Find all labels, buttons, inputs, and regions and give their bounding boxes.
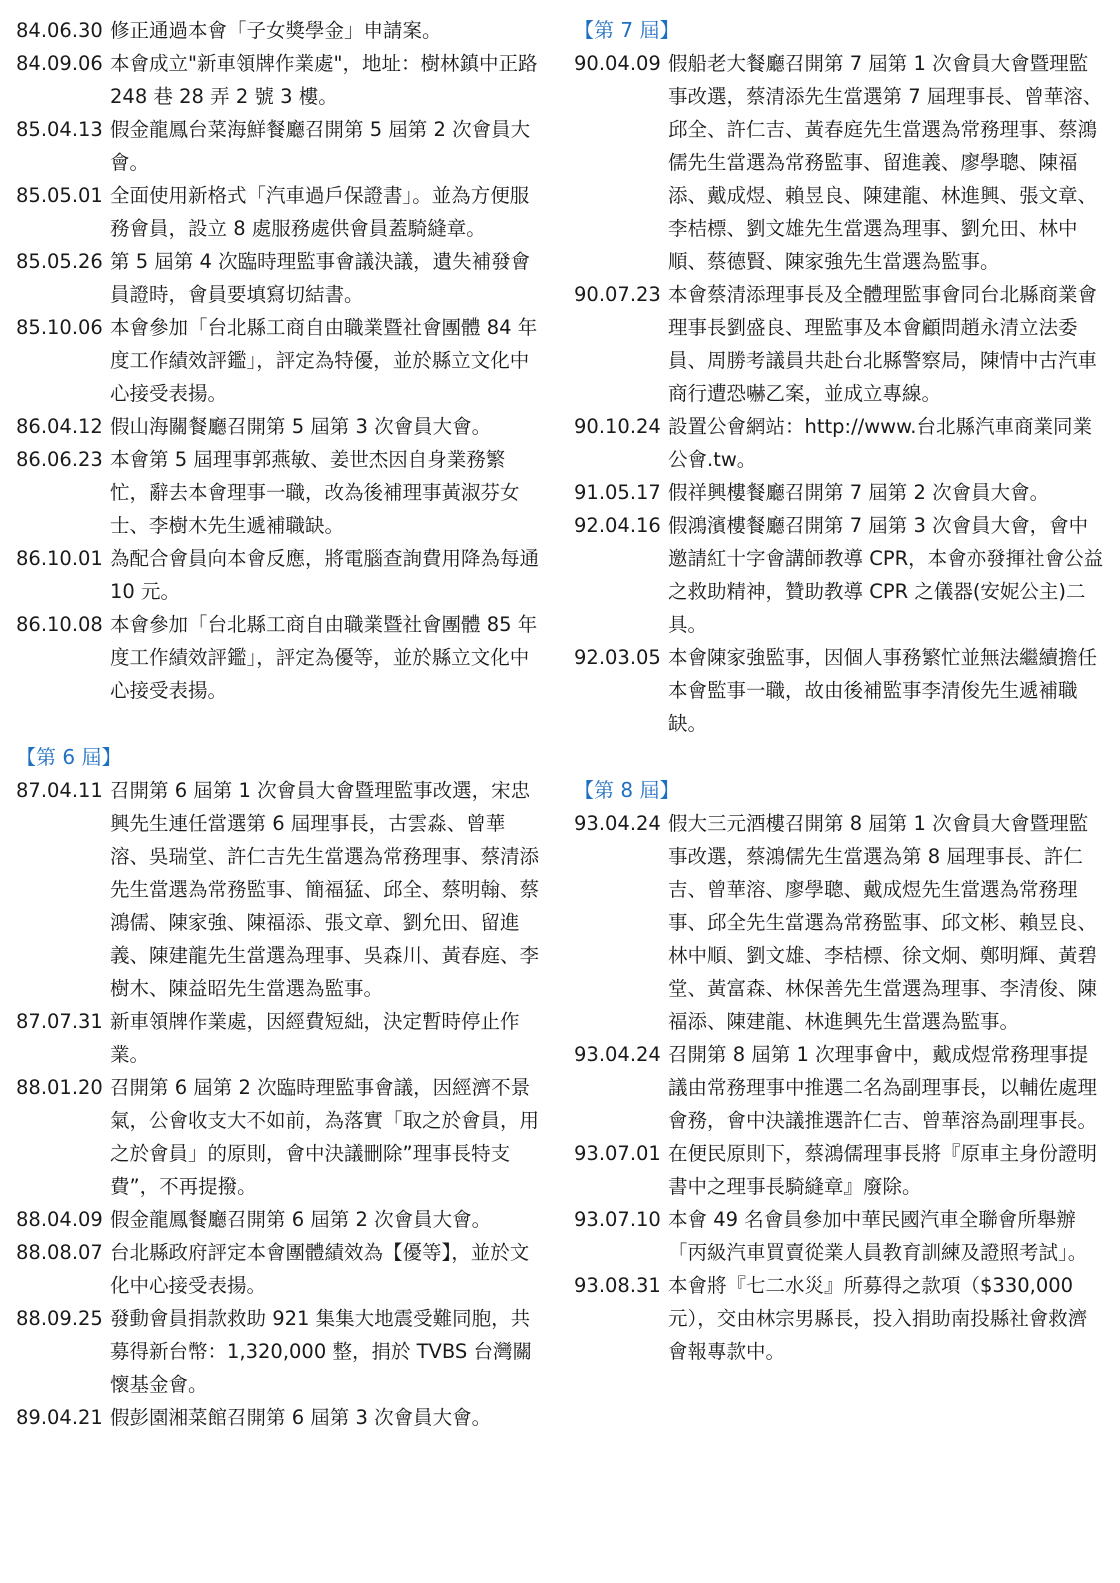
term-6-heading: 【第 6 屆】: [16, 745, 122, 769]
entry-date: 91.05.17: [574, 481, 661, 504]
entry-date: 93.07.01: [574, 1142, 661, 1165]
entry-text: 第 5 屆第 4 次臨時理監事會議決議，遺失補發會員證時，會員要填寫切結書。: [110, 250, 531, 306]
entry-date: 88.09.25: [16, 1307, 103, 1330]
entry-date: 93.04.24: [574, 812, 661, 835]
entry-date: 85.05.01: [16, 184, 103, 207]
entry-text: 本會 49 名會員參加中華民國汽車全聯會所舉辦「丙級汽車買賣從業人員教育訓練及證照考試」。: [668, 1208, 1088, 1264]
left-entries-b: [16, 774, 544, 1434]
section-spacer: [574, 740, 1104, 774]
entry-date: 90.07.23: [574, 283, 661, 306]
entry-text: 發動會員捐款救助 921 集集大地震受難同胞，共募得新台幣：1,320,000 整，捐於 TVBS 台灣關懷基金會。: [110, 1307, 533, 1396]
entry-text: 假金龍鳳餐廳召開第 6 屆第 2 次會員大會。: [110, 1208, 492, 1231]
entry-date: 93.04.24: [574, 1043, 661, 1066]
entry-text: 修正通過本會「子女獎學金」申請案。: [110, 19, 442, 42]
timeline-entry: [16, 179, 544, 245]
entry-text: 本會將『七二水災』所募得之款項（$330,000 元），交由林宗男縣長，投入捐助南投縣社會救濟會報專款中。: [668, 1274, 1088, 1363]
timeline-entry: [574, 509, 1104, 641]
entry-date: 90.10.24: [574, 415, 661, 438]
timeline-entry: [16, 443, 544, 542]
entry-date: 92.04.16: [574, 514, 661, 537]
entry-date: 87.07.31: [16, 1010, 103, 1033]
right-entries-b: [574, 807, 1104, 1368]
entry-text: 為配合會員向本會反應，將電腦查詢費用降為每通 10 元。: [110, 547, 540, 603]
entry-date: 86.10.08: [16, 613, 103, 636]
timeline-entry: [574, 1203, 1104, 1269]
timeline-entry: [16, 113, 544, 179]
timeline-entry: [574, 1269, 1104, 1368]
timeline-entry: [574, 641, 1104, 740]
timeline-entry: [574, 807, 1104, 1038]
left-column: [16, 14, 544, 1434]
timeline-entry: [16, 14, 544, 47]
entry-text: 本會參加「台北縣工商自由職業暨社會團體 85 年度工作績效評鑑」，評定為優等，並於縣立文化中心接受表揚。: [110, 613, 538, 702]
section-spacer: [16, 707, 544, 741]
entry-text: 假金龍鳳台菜海鮮餐廳召開第 5 屆第 2 次會員大會。: [110, 118, 531, 174]
entry-date: 85.05.26: [16, 250, 103, 273]
timeline-entry: [16, 410, 544, 443]
timeline-entry: [574, 1137, 1104, 1203]
timeline-entry: [16, 311, 544, 410]
entry-text: 召開第 6 屆第 2 次臨時理監事會議，因經濟不景氣，公會收支大不如前，為落實「取之於會員，用之於會員」的原則，會中決議刪除”理事長特支費”，不再提撥。: [110, 1076, 540, 1198]
timeline-entry: [16, 245, 544, 311]
timeline-entry: [16, 47, 544, 113]
entry-text: 設置公會網站：http://www.台北縣汽車商業同業公會.tw。: [668, 415, 1092, 471]
entry-date: 88.04.09: [16, 1208, 103, 1231]
timeline-entry: [16, 542, 544, 608]
term-7-heading: 【第 7 屆】: [574, 18, 680, 42]
entry-date: 84.09.06: [16, 52, 103, 75]
timeline-entry: [16, 1005, 544, 1071]
entry-text: 台北縣政府評定本會團體績效為【優等】，並於文化中心接受表揚。: [110, 1241, 530, 1297]
entry-text: 本會參加「台北縣工商自由職業暨社會團體 84 年度工作績效評鑑」，評定為特優，並於縣立文化中心接受表揚。: [110, 316, 538, 405]
entry-text: 假船老大餐廳召開第 7 屆第 1 次會員大會暨理監事改選，蔡清添先生當選第 7 屆理事長、曾華溶、邱全、許仁吉、黃春庭先生當選為常務理事、蔡鴻儒先生當選為常務監事、留進義、廖學聰、陳福添、戴成煜、賴昱良、陳建龍、林進興、張文章、李桔標、劉文雄先生當選為理事、劉允田、林中順、蔡德賢、陳家強先生當選為監事。: [668, 52, 1103, 273]
entry-date: 92.03.05: [574, 646, 661, 669]
entry-text: 在便民原則下，蔡鴻儒理事長將『原車主身份證明書中之理事長騎縫章』廢除。: [668, 1142, 1098, 1198]
entry-text: 新車領牌作業處，因經費短絀，決定暫時停止作業。: [110, 1010, 520, 1066]
term-8-heading: 【第 8 屆】: [574, 778, 680, 802]
entry-date: 84.06.30: [16, 19, 103, 42]
entry-text: 本會蔡清添理事長及全體理監事會同台北縣商業會理事長劉盛良、理監事及本會顧問趙永清立法委員、周勝考議員共赴台北縣警察局，陳情中古汽車商行遭恐嚇乙案，並成立專線。: [668, 283, 1098, 405]
timeline-entry: [574, 476, 1104, 509]
timeline-entry: [574, 47, 1104, 278]
entry-date: 86.10.01: [16, 547, 103, 570]
entry-text: 假彭園湘菜館召開第 6 屆第 3 次會員大會。: [110, 1406, 492, 1429]
entry-text: 假大三元酒樓召開第 8 屆第 1 次會員大會暨理監事改選，蔡鴻儒先生當選為第 8 屆理事長、許仁吉、曾華溶、廖學聰、戴成煜先生當選為常務理事、邱全先生當選為常務監事、邱文彬、賴昱良、林中順、劉文雄、李桔標、徐文炯、鄭明輝、黃碧堂、黃富森、林保善先生當選為理事、李清俊、陳福添、陳建龍、林進興先生當選為監事。: [668, 812, 1098, 1033]
timeline-entry: [16, 1071, 544, 1203]
timeline-entry: [574, 1038, 1104, 1137]
entry-text: 召開第 6 屆第 1 次會員大會暨理監事改選，宋忠興先生連任當選第 6 屆理事長，古雲淼、曾華溶、吳瑞堂、許仁吉先生當選為常務理事、蔡清添先生當選為常務監事、簡福猛、邱全、蔡明翰、蔡鴻儒、陳家強、陳福添、張文章、劉允田、留進義、陳建龍先生當選為理事、吳森川、黃春庭、李樹木、陳益昭先生當選為監事。: [110, 779, 540, 1000]
entry-date: 85.10.06: [16, 316, 103, 339]
left-entries-a: [16, 14, 544, 707]
entry-date: 87.04.11: [16, 779, 103, 802]
right-entries-a: [574, 47, 1104, 740]
entry-date: 88.08.07: [16, 1241, 103, 1264]
entry-date: 86.06.23: [16, 448, 103, 471]
timeline-entry: [16, 1236, 544, 1302]
timeline-entry: [574, 278, 1104, 410]
entry-date: 93.08.31: [574, 1274, 661, 1297]
entry-text: 召開第 8 屆第 1 次理事會中，戴成煜常務理事提議由常務理事中推選二名為副理事長，以輔佐處理會務，會中決議推選許仁吉、曾華溶為副理事長。: [668, 1043, 1098, 1132]
timeline-entry: [16, 608, 544, 707]
right-column: [574, 14, 1104, 1368]
timeline-entry: [16, 774, 544, 1005]
entry-text: 全面使用新格式「汽車過戶保證書」。並為方便服務會員，設立 8 處服務處供會員蓋騎縫章。: [110, 184, 530, 240]
entry-text: 本會第 5 屆理事郭燕敏、姜世杰因自身業務繁忙，辭去本會理事一職，改為後補理事黃淑芬女士、李樹木先生遞補職缺。: [110, 448, 520, 537]
entry-date: 88.01.20: [16, 1076, 103, 1099]
entry-date: 93.07.10: [574, 1208, 661, 1231]
timeline-entry: [16, 1203, 544, 1236]
entry-date: 90.04.09: [574, 52, 661, 75]
entry-date: 86.04.12: [16, 415, 103, 438]
entry-text: 本會陳家強監事，因個人事務繁忙並無法繼續擔任本會監事一職，故由後補監事李清俊先生遞補職缺。: [668, 646, 1098, 735]
timeline-entry: [16, 1401, 544, 1434]
entry-text: 本會成立"新車領牌作業處"，地址：樹林鎮中正路 248 巷 28 弄 2 號 3 樓。: [110, 52, 538, 108]
entry-text: 假山海關餐廳召開第 5 屆第 3 次會員大會。: [110, 415, 492, 438]
entry-date: 85.04.13: [16, 118, 103, 141]
entry-text: 假祥興樓餐廳召開第 7 屆第 2 次會員大會。: [668, 481, 1050, 504]
entry-date: 89.04.21: [16, 1406, 103, 1429]
entry-text: 假鴻濱樓餐廳召開第 7 屆第 3 次會員大會，會中邀請紅十字會講師教導 CPR，本會亦發揮社會公益之救助精神，贊助教導 CPR 之儀器(安妮公主)二具。: [668, 514, 1104, 636]
timeline-entry: [16, 1302, 544, 1401]
timeline-entry: [574, 410, 1104, 476]
